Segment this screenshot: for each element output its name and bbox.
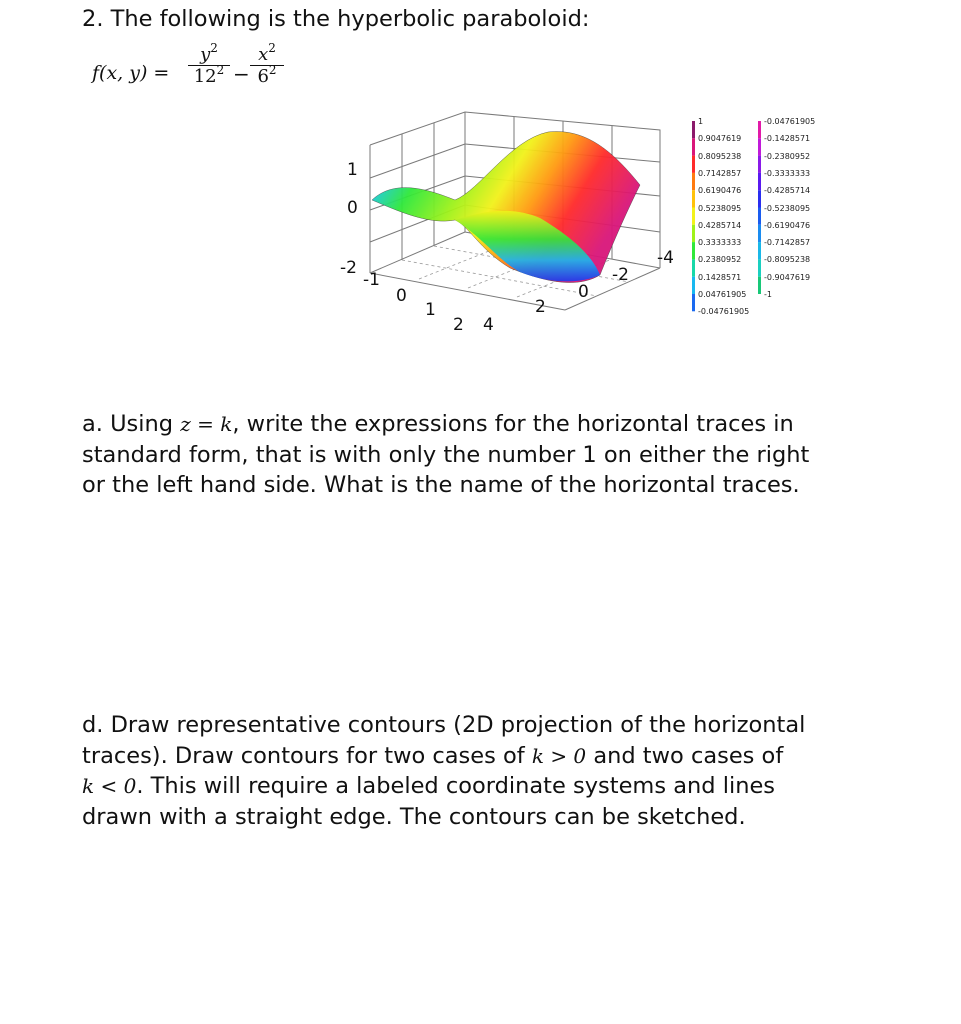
y-tick-label: 2: [453, 315, 464, 335]
colorbar-tick-label: -0.04761905: [764, 117, 816, 126]
colorbar-right: [758, 121, 761, 294]
part-a-line-1: [82, 409, 942, 440]
colorbar-tick-label: -0.2380952: [764, 151, 811, 161]
colorbar-swatch: [758, 173, 761, 190]
y-tick-label: 0: [396, 286, 407, 306]
z-tick-label: -2: [340, 258, 357, 278]
frac-x-numerator: x: [258, 44, 269, 65]
colorbar-tick-label: 1: [698, 117, 704, 126]
colorbar-tick-label: -0.7142857: [764, 238, 811, 248]
colorbar-tick-label: -0.3333333: [764, 168, 811, 178]
colorbar-tick-label: 0.6190476: [698, 186, 742, 196]
y-tick-label: 1: [425, 300, 436, 320]
colorbar-swatch: [692, 190, 695, 207]
colorbar-tick-label: -0.6190476: [764, 220, 811, 230]
colorbar-tick-label: 0.3333333: [698, 238, 742, 248]
formula-lhs: f(x, y) =: [92, 62, 170, 84]
z-tick-label: 0: [347, 198, 358, 218]
colorbar-swatch: [692, 138, 695, 155]
part-d-math-positive: k > 0: [531, 743, 587, 768]
colorbar-swatch: [758, 259, 761, 276]
y-tick-label: -1: [363, 270, 380, 290]
colorbar-swatch: [758, 190, 761, 207]
part-a-line-2: standard form, that is with only the number 1 on either the right: [82, 441, 810, 468]
colorbar-tick-label: 0.9047619: [698, 134, 742, 144]
part-a: [82, 409, 942, 501]
colorbar-swatch: [692, 208, 695, 225]
colorbar-swatch: [758, 225, 761, 242]
x-tick-label: -4: [657, 248, 674, 268]
colorbar-tick-label: -0.1428571: [764, 134, 811, 144]
frac-x-den-exp: 2: [268, 63, 277, 78]
x-tick-label: 0: [578, 282, 589, 302]
colorbar-swatch: [692, 242, 695, 259]
colorbar-swatch: [692, 294, 695, 311]
colorbar-swatch: [692, 225, 695, 242]
part-d-line-3: [82, 771, 952, 802]
part-a-line-3: or the left hand side. What is the name of the horizontal traces.: [82, 472, 800, 498]
colorbar-swatch: [758, 121, 761, 138]
part-a-math: z = k: [180, 412, 233, 436]
colorbar-tick-label: -0.9047619: [764, 272, 811, 282]
part-a-label: a. Using: [82, 411, 174, 437]
part-d: [82, 710, 952, 832]
part-d-line-1: d. Draw representative contours (2D projection of the horizontal: [82, 712, 806, 738]
colorbar-swatch: [692, 173, 695, 190]
colorbar-swatch: [758, 242, 761, 259]
colorbar-tick-label: 0.04761905: [698, 290, 747, 299]
colorbar-tick-label: 0.4285714: [698, 220, 742, 230]
part-d-line-2-text-b: and two cases of: [593, 742, 784, 769]
x-tick-label: -2: [612, 265, 629, 285]
colorbar-swatch: [692, 277, 695, 294]
colorbar-tick-label: -0.5238095: [764, 203, 811, 213]
colorbar-swatch: [758, 156, 761, 173]
colorbar-tick-label: -1: [764, 290, 772, 299]
part-d-line-2-text: traces). Draw contours for two cases of: [82, 742, 525, 769]
colorbar-swatch: [692, 156, 695, 173]
frac-y-denominator: 12: [193, 66, 217, 88]
colorbar-tick-label: 0.2380952: [698, 255, 742, 265]
part-d-math-negative: k < 0: [82, 774, 137, 798]
colorbar-swatch: [758, 208, 761, 225]
colorbar-swatch: [692, 121, 695, 138]
minus-sign: −: [233, 62, 250, 86]
colorbar-tick-label: 0.1428571: [698, 272, 742, 282]
colorbar-tick-label: -0.8095238: [764, 255, 811, 265]
y-tick-label: 4: [483, 315, 494, 335]
part-d-line-4: drawn with a straight edge. The contours can be sketched.: [82, 803, 746, 830]
part-a-line-1-text: , write the expressions for the horizontal traces in: [232, 411, 794, 437]
question-title: 2. The following is the hyperbolic paraboloid:: [82, 6, 590, 32]
colorbar-tick-label: -0.4285714: [764, 186, 811, 196]
frac-y-numerator: y: [200, 44, 211, 65]
colorbar-swatch: [758, 277, 761, 294]
colorbar-swatch: [758, 138, 761, 155]
colorbar-tick-label: 0.8095238: [698, 151, 742, 161]
frac-y-num-exp: 2: [210, 41, 218, 55]
colorbar-left: [692, 121, 695, 311]
surface-plot: [0, 0, 961, 360]
colorbar-tick-label: 0.5238095: [698, 203, 742, 213]
part-d-line-3-text: . This will require a labeled coordinate systems and lines: [136, 773, 776, 799]
x-tick-label: 2: [535, 297, 546, 317]
frac-x-denominator: 6: [257, 66, 269, 88]
colorbar-swatch: [692, 259, 695, 276]
part-d-line-2: [82, 741, 952, 772]
frac-x-num-exp: 2: [268, 41, 276, 55]
frac-y-den-exp: 2: [216, 63, 225, 78]
z-tick-label: 1: [347, 160, 358, 180]
colorbar-tick-label: 0.7142857: [698, 168, 742, 178]
colorbar-tick-label: -0.04761905: [698, 307, 750, 317]
